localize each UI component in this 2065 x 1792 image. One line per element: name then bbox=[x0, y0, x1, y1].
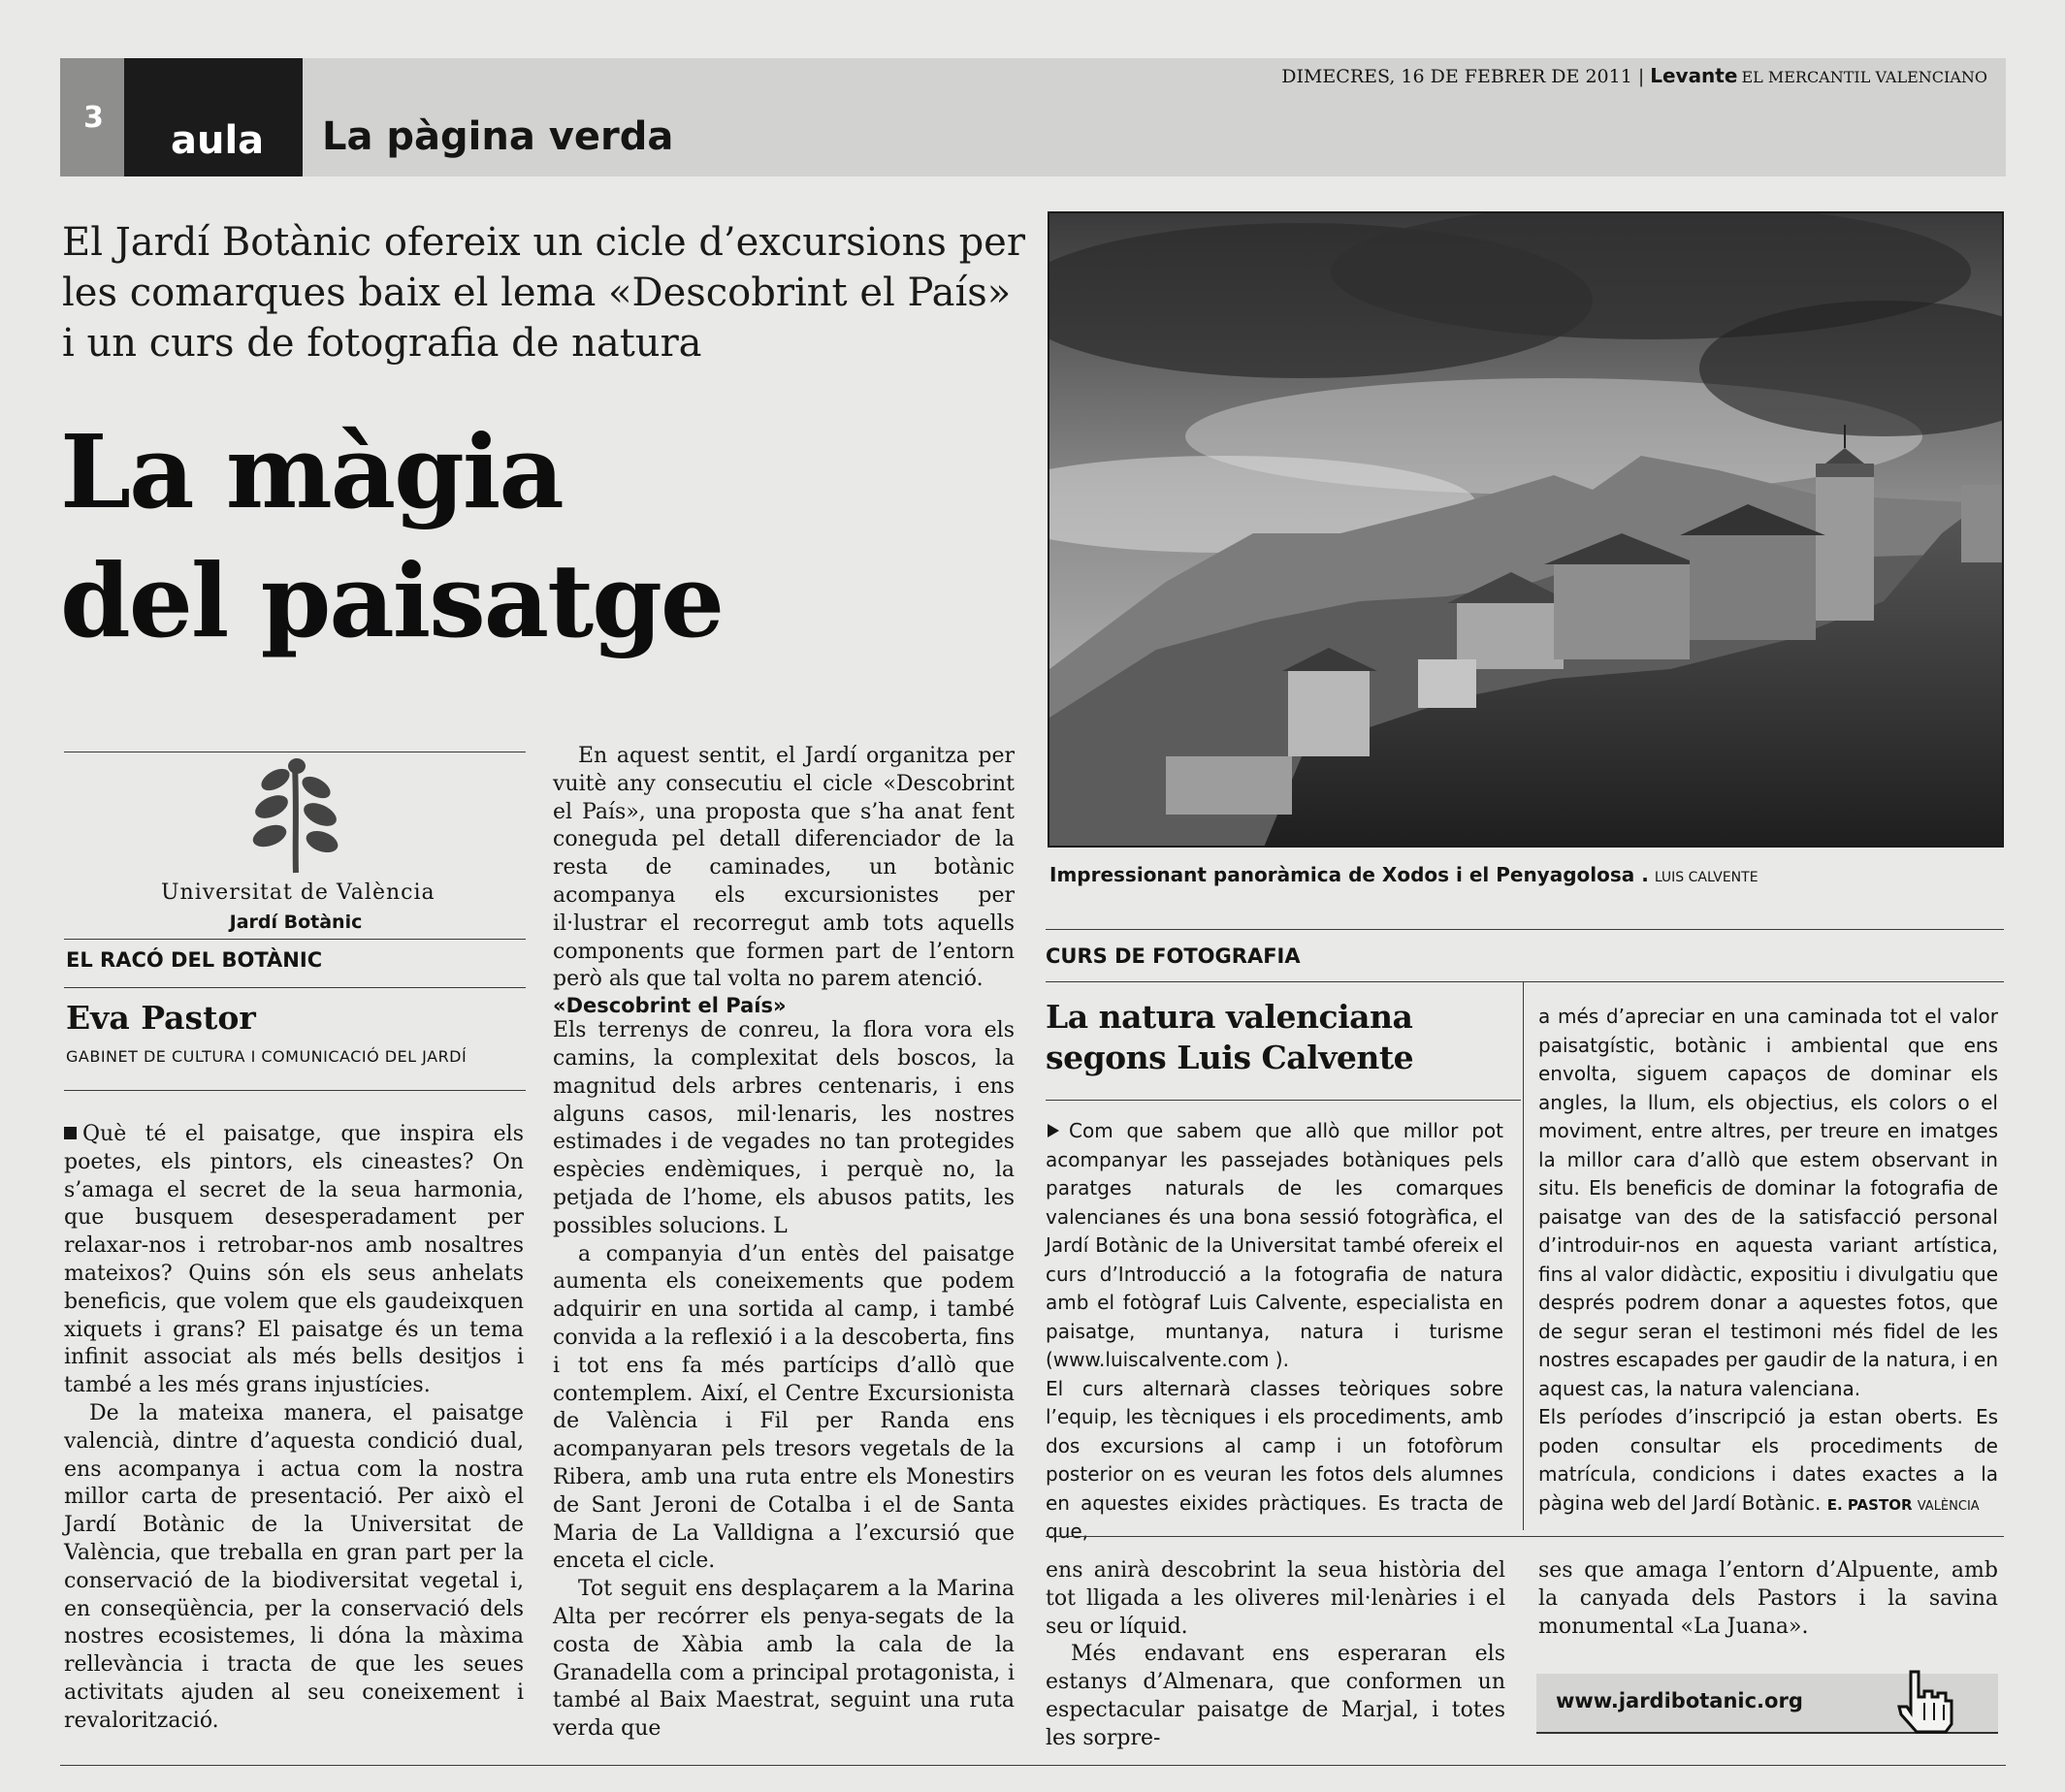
headline bbox=[60, 407, 1030, 665]
paragraph bbox=[64, 1121, 524, 1400]
section-subtitle: «Descobrint el País» bbox=[553, 994, 787, 1018]
landscape-photo bbox=[1048, 211, 2004, 848]
box-column-b bbox=[1538, 1003, 1998, 1518]
section-name: aula bbox=[171, 118, 265, 163]
photo-credit: LUIS CALVENTE bbox=[1654, 870, 1758, 885]
headline-line-2: del paisatge bbox=[60, 541, 724, 660]
photo-illustration bbox=[1049, 213, 2004, 848]
divider bbox=[64, 987, 526, 988]
author-name: Eva Pastor bbox=[66, 999, 256, 1037]
signature-name: E. PASTOR bbox=[1826, 1495, 1913, 1514]
divider bbox=[64, 939, 526, 940]
divider bbox=[1046, 981, 2004, 982]
author-role: GABINET DE CULTURA I COMUNICACIÓ DEL JARDÍ bbox=[66, 1047, 468, 1066]
paragraph bbox=[1538, 1403, 1998, 1518]
paragraph: Els terrenys de conreu, la flora vora els camins, la complexitat dels boscos, la magnitud dels arbres centenaris, i ens alguns casos, mil·lenaris, les nostres estimades i de vegades no tan protegides espècies endèmiques, i perquè no, la petjada de l’home, els abusos patits, les possibles solucions. L bbox=[553, 1018, 1015, 1238]
section-tag bbox=[124, 58, 303, 176]
signature bbox=[1827, 1496, 1980, 1514]
box-kicker: CURS DE FOTOGRAFIA bbox=[1046, 944, 1301, 968]
body-column-3 bbox=[1046, 1557, 1505, 1753]
paragraph: ses que amaga l’entorn d’Alpuente, amb la canyada dels Pastors i la savina monumental «La Juana». bbox=[1538, 1558, 1998, 1639]
paragraph bbox=[1046, 1117, 1503, 1375]
university-name: Universitat de València bbox=[161, 880, 436, 905]
body-column-1 bbox=[64, 1121, 524, 1736]
publication-subtitle: EL MERCANTIL VALENCIANO bbox=[1741, 68, 1987, 86]
web-link[interactable]: www.jardibotanic.org bbox=[1556, 1689, 1803, 1712]
page-number: 3 bbox=[83, 101, 104, 135]
body-column-2 bbox=[553, 743, 1015, 1744]
paragraph: De la mateixa manera, el paisatge valencià, dintre d’aquesta condició dual, ens acompanya i actua com la nostra millor carta de presentació. Per això el Jardí Botànic de la Universitat de València, que treballa en gran part per la conservació de la biodiversitat vegetal i, en conseqüència, per la conservació dels nostres ecosistemes, li dóna la màxima rellevància i tracta de que les seues activitats ajuden al seu coneixement i revalorització. bbox=[64, 1400, 524, 1733]
paragraph: En aquest sentit, el Jardí organitza per vuitè any consecutiu el cicle «Descobrint el País», una proposta que s’ha anat fent coneguda pel detall diferenciador de la resta de caminades, un botànic acompanya els excursionistes per il·lustrar el recorregut amb tots aquells components que formen part de l’entorn però als que tal volta no parem atenció. bbox=[553, 744, 1015, 992]
paragraph: a companyia d’un entès del paisatge aumenta els coneixements que podem adquirir en una sortida al camp, i també convida a la reflexió i a la descoberta, fins i tot ens fa més partícips d’allò que contemplem. Així, el Centre Excursionista de València i Fil per Randa ens acompanyaran pels tresors vegetals de la Ribera, amb una ruta entre els Monestirs de Sant Jeroni de Cotalba i el de Santa Maria de La Valldigna a l’excursió que enceta el cicle. bbox=[553, 1241, 1015, 1574]
divider bbox=[1046, 1536, 2004, 1537]
botanic-leaf-logo-icon bbox=[252, 758, 339, 875]
publication-name: Levante bbox=[1650, 64, 1738, 87]
page-number-box bbox=[60, 58, 124, 176]
date-separator: | bbox=[1637, 66, 1645, 87]
subheadline: El Jardí Botànic ofereix un cicle d’excursions per les comarques baix el lema «Descobrint el País» i un curs de fotografia de natura bbox=[62, 220, 1025, 366]
dateline bbox=[1281, 64, 1987, 87]
box-column-a bbox=[1046, 1117, 1503, 1547]
divider bbox=[64, 1090, 526, 1091]
garden-name: Jardí Botànic bbox=[229, 912, 363, 933]
paragraph-text: Com que sabem que allò que millor pot acompanyar les passejades botàniques pels paratges naturals de les comarques valencianes és una bona sessió fotogràfica, el Jardí Botànic de la Universitat també ofereix el curs d’Introducció a la fotografia de natura amb el fotògraf Luis Calvente, especialista en paisatge, muntanya, natura i turisme (www.luiscalvente.com ). bbox=[1046, 1119, 1503, 1371]
paragraph: Més endavant ens esperaran els estanys d’Almenara, que conformen un espectacular paisatge de Marjal, i totes les sorpre- bbox=[1046, 1642, 1505, 1750]
pointing-hand-icon bbox=[1889, 1664, 1959, 1738]
paragraph: a més d’apreciar en una caminada tot el valor paisatgístic, botànic i ambiental que ens envolta, siguem capaços de dominar els angles, la llum, els objectius, els colors o el moviment, entre altres, per treure en imatges la millor cara d’allò que estem observant in situ. Els beneficis de dominar la fotografia de paisatge van des de la satisfacció personal d’introduir-nos en aquesta variant artística, fins al valor didàctic, expositiu i divulgatiu que després podrem donar a aquestes fotos, que de segur seran el testimoni més fidel de les nostres escapades per gaudir de la natura, i en aquest cas, la natura valenciana. bbox=[1538, 1005, 1998, 1400]
signature-location: VALÈNCIA bbox=[1917, 1498, 1980, 1514]
column-divider bbox=[1523, 981, 1524, 1530]
paragraph-text: Què té el paisatge, que inspira els poetes, els pintors, els cineastes? On s’amaga el secret de la seua harmonia, que busquem desesperadament per relaxar-nos i retrobar-nos amb nosaltres mateixos? Quins són els seus anhelats beneficis, que volem que els gaudeixquen xiquets i grans? El paisatge és un tema infinit associat als més bells desitjos i també a les més grans injustícies. bbox=[64, 1122, 524, 1398]
column-kicker: EL RACÓ DEL BOTÀNIC bbox=[66, 948, 323, 972]
paragraph: El curs alternarà classes teòriques sobre l’equip, les tècniques i els procediments, amb dos excursions al camp i un fotofòrum posterior on es veuran les fotos dels alumnes en aquestes eixides pràctiques. Es tracta de que, bbox=[1046, 1376, 1503, 1543]
date: DIMECRES, 16 DE FEBRER DE 2011 bbox=[1281, 66, 1632, 87]
divider bbox=[1046, 1100, 1521, 1101]
page-title: La pàgina verda bbox=[322, 114, 674, 159]
paragraph: Tot seguit ens desplaçarem a la Marina Alta per recórrer els penya-segats de la costa de Xàbia amb la cala de la Granadella com a principal protagonista, i també al Baix Maestrat, seguint una ruta verda que bbox=[553, 1577, 1015, 1742]
body-column-4 bbox=[1538, 1557, 1998, 1641]
caption-text: Impressionant panoràmica de Xodos i el Penyagolosa . bbox=[1049, 863, 1649, 886]
headline-line-1: La màgia bbox=[60, 412, 563, 531]
bullet-square-icon bbox=[64, 1127, 77, 1139]
bottom-rule bbox=[60, 1765, 2006, 1766]
photo-caption bbox=[1049, 863, 1758, 886]
box-title: La natura valenciana segons Luis Calvente bbox=[1046, 998, 1414, 1076]
paragraph: ens anirà descobrint la seua història del tot lligada a les oliveres mil·lenàries i el seu or líquid. bbox=[1046, 1558, 1505, 1639]
paragraph-text: Els períodes d’inscripció ja estan oberts. Es poden consultar els procediments de matrícula, condicions i dates exactes a la pàgina web del Jardí Botànic. bbox=[1538, 1405, 1998, 1515]
triangle-bullet-icon bbox=[1048, 1124, 1059, 1137]
divider bbox=[1046, 929, 2004, 930]
